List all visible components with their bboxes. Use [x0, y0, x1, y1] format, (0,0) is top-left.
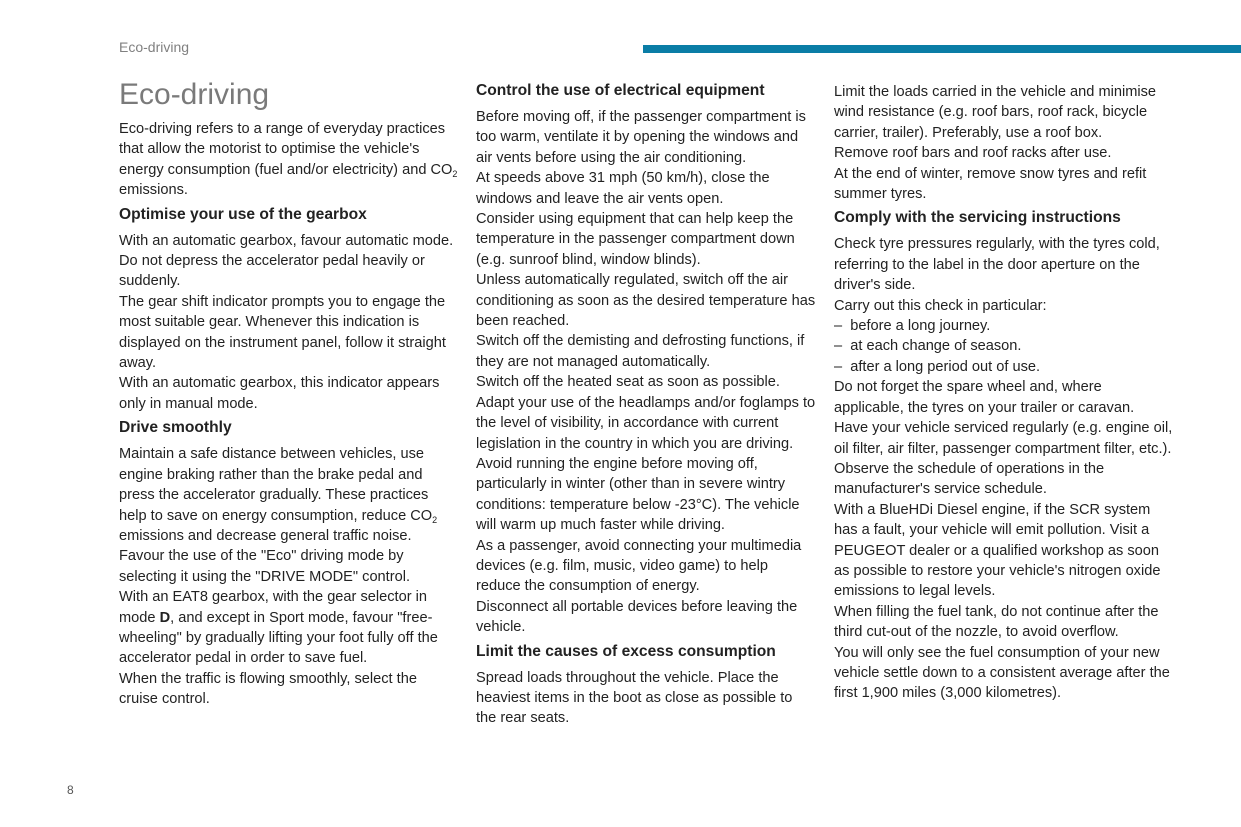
dash-bullet-icon: – — [834, 358, 843, 375]
paragraph-text-end: , and except in Sport mode, favour "free-wheeling" by gradually lifting your foot fully off the accelerator pedal in order to save fuel. — [119, 609, 438, 667]
section-heading-drive-smoothly: Drive smoothly — [119, 419, 232, 437]
check-list — [834, 316, 1174, 377]
list-item-text: after a long period out of use. — [850, 358, 1041, 375]
dash-bullet-icon: – — [834, 338, 843, 355]
paragraph: Remove roof bars and roof racks after use. — [834, 145, 1112, 162]
paragraph: Limit the loads carried in the vehicle and minimise wind resistance (e.g. roof bars, roof rack, bicycle carrier, trailer). Preferably, use a roof box. — [834, 84, 1157, 141]
paragraph: With an automatic gearbox, this indicator appears only in manual mode. — [119, 375, 440, 412]
intro-text: Eco-driving refers to a range of everyday practices that allow the motorist to optimise the vehicle's energy consumption (fuel and/or electricity) and CO — [119, 121, 453, 178]
paragraph: Disconnect all portable devices before leaving the vehicle. — [476, 598, 798, 636]
intro-paragraph — [119, 119, 459, 201]
paragraph — [119, 444, 459, 546]
column-1 — [119, 80, 459, 710]
paragraph: Switch off the heated seat as soon as possible. — [476, 374, 780, 391]
paragraph: Consider using equipment that can help keep the temperature in the passenger compartment down (e.g. sunroof blind, window blinds). — [476, 211, 795, 268]
section-heading-servicing: Comply with the servicing instructions — [834, 209, 1121, 227]
intro-text-end: emissions. — [119, 182, 188, 199]
paragraph-text: Maintain a safe distance between vehicles, use engine braking rather than the brake pedal and press the accelerator gradually. These practices help to save on energy consumption, reduce — [119, 446, 429, 524]
column-2 — [476, 81, 816, 729]
paragraph: Spread loads throughout the vehicle. Place the heaviest items in the boot as close as possible to the rear seats. — [476, 669, 793, 727]
section-heading-excess-consumption: Limit the causes of excess consumption — [476, 642, 776, 660]
list-item — [834, 316, 1174, 336]
section-heading-gearbox: Optimise your use of the gearbox — [119, 205, 367, 223]
paragraph: Unless automatically regulated, switch off the air conditioning as soon as the desired temperature has been reached. — [476, 272, 816, 330]
paragraph: Do not forget the spare wheel and, where applicable, the tyres on your trailer or caravan. — [834, 379, 1135, 416]
list-item — [834, 336, 1174, 356]
paragraph: At speeds above 31 mph (50 km/h), close the windows and leave the air vents open. — [476, 170, 770, 207]
paragraph: Avoid running the engine before moving off, particularly in winter (other than in severe wintry conditions: temperature below -23°C). The vehicle will warm up much faster while driving. — [476, 455, 800, 534]
list-item — [834, 357, 1174, 377]
gear-mode-d: D — [159, 609, 171, 626]
paragraph: With an automatic gearbox, favour automatic mode. Do not depress the accelerator pedal heavily or suddenly. — [119, 232, 454, 290]
paragraph-text-end: emissions and decrease general traffic noise. — [119, 527, 412, 544]
page-number: 8 — [67, 783, 74, 797]
dash-bullet-icon: – — [834, 318, 843, 335]
paragraph: The gear shift indicator prompts you to engage the most suitable gear. Whenever this indication is displayed on the instrument panel, follow it straight away. — [119, 293, 446, 372]
paragraph-text: With an EAT8 gearbox, with the gear selector in mode — [119, 589, 427, 626]
paragraph: Have your vehicle serviced regularly (e.g. engine oil, oil filter, air filter, passenger compartment filter, etc.). Observe the schedule of operations in the manufacturer's service schedule. — [834, 420, 1173, 498]
list-item-text: at each change of season. — [850, 338, 1022, 355]
paragraph: Switch off the demisting and defrosting functions, if they are not managed automatically. — [476, 333, 805, 370]
paragraph: Carry out this check in particular: — [834, 297, 1047, 314]
co2-subscript: 2 — [452, 168, 458, 179]
header-accent-bar — [643, 45, 1241, 53]
page-title: Eco-driving — [119, 78, 270, 111]
paragraph — [119, 587, 459, 669]
paragraph: Check tyre pressures regularly, with the tyres cold, referring to the label in the door aperture on the driver's side. — [834, 236, 1160, 294]
section-heading-electrical: Control the use of electrical equipment — [476, 82, 765, 99]
paragraph: At the end of winter, remove snow tyres and refit summer tyres. — [834, 165, 1147, 203]
co2-subscript: 2 — [432, 514, 438, 525]
paragraph: Before moving off, if the passenger compartment is too warm, ventilate it by opening the windows and air vents before using the air conditioning. — [476, 109, 806, 166]
co2-text: CO — [410, 507, 433, 524]
column-3 — [834, 82, 1174, 704]
paragraph: As a passenger, avoid connecting your multimedia devices (e.g. film, music, video game) to help reduce the consumption of energy. — [476, 537, 802, 595]
paragraph: Favour the use of the "Eco" driving mode by selecting it using the "DRIVE MODE" control. — [119, 548, 410, 585]
paragraph: You will only see the fuel consumption of your new vehicle settle down to a consistent average after the first 1,900 miles (3,000 kilometres). — [834, 644, 1170, 702]
paragraph: With a BlueHDi Diesel engine, if the SCR system has a fault, your vehicle will emit pollution. Visit a PEUGEOT dealer or a qualified workshop as soon as possible to restore your vehicle's nitrogen oxide emissions to legal levels. — [834, 501, 1161, 600]
paragraph: Adapt your use of the headlamps and/or foglamps to the level of visibility, in accordance with current legislation in the country in which you are driving. — [476, 394, 816, 452]
paragraph: When the traffic is flowing smoothly, select the cruise control. — [119, 670, 417, 708]
list-item-text: before a long journey. — [850, 318, 991, 335]
paragraph: When filling the fuel tank, do not continue after the third cut-out of the nozzle, to avoid overflow. — [834, 603, 1159, 641]
running-header-title: Eco-driving — [119, 39, 190, 55]
